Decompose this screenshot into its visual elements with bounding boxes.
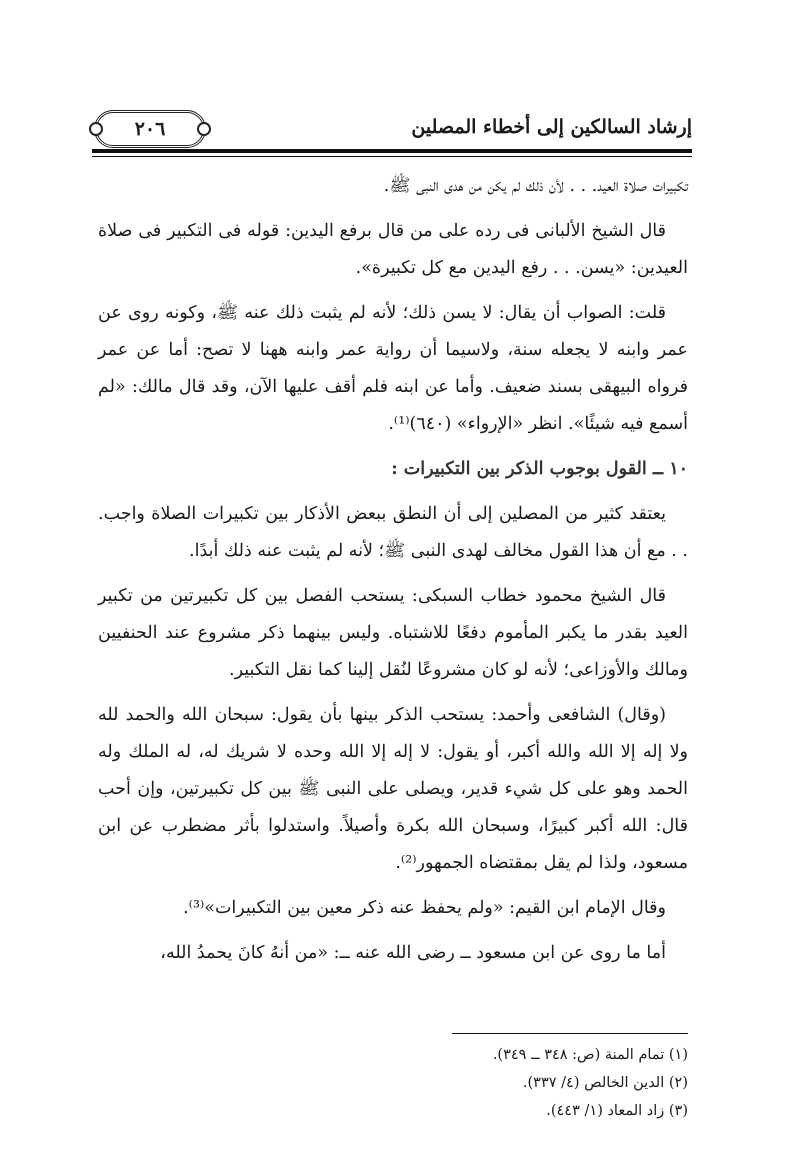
section-heading: ١٠ ــ القول بوجوب الذكر بين التكبيرات : [391, 459, 688, 479]
page-header [92, 104, 692, 150]
book-title: إرشاد السالكين إلى أخطاء المصلين [411, 116, 692, 138]
footnote: (٢) الدين الخالص (٤/ ٣٣٧). [522, 1075, 688, 1091]
paragraph: (وقال) الشافعى وأحمد: يستحب الذكر بينها بأن يقول: سبحان الله والحمد لله ولا إله إلا الله والله أكبر، أو يقول: لا إله إلا الله وحده لا شريك له، له الملك وله الحمد وهو على كل شيء قدير، ويصلى على النبى ﷺ بين كل تكبيرتين، وإن أحب قال: الله أكبر كبيرًا، وسبحان الله بكرة وأصيلاً. واستدلوا بأثر مضطرب عن ابن مسعود، ولذا لم يقل بمقتضاه الجمهور⁽²⁾. [98, 705, 688, 873]
paragraph: أما ما روى عن ابن مسعود ــ رضى الله عنه ــ: «من أنهُ كانَ يحمدُ الله، [160, 943, 666, 963]
paragraph: تكبيرات صلاة العيد. . . لأن ذلك لم يكن من هدى النبى ﷺ. [383, 176, 688, 196]
header-rule-thick [92, 149, 692, 153]
footnote: (٣) زاد المعاد (١/ ٤٤٣). [546, 1103, 688, 1119]
paragraph: قال الشيخ محمود خطاب السبكى: يستحب الفصل بين كل تكبيرتين من تكبير العيد بقدر ما يكبر المأموم دفعًا للاشتباه. وليس بينهما ذكر مشروع عند الحنفيين ومالك والأوزاعى؛ لأنه لو كان مشروعًا لنُقل إلينا كما نقل التكبير. [98, 586, 688, 680]
page-number: ٢٠٦ [134, 118, 166, 140]
footnote-rule [452, 1033, 688, 1034]
footnotes [300, 1041, 688, 1125]
page-number-badge [94, 110, 206, 148]
paragraph: يعتقد كثير من المصلين إلى أن النطق ببعض الأذكار بين تكبيرات الصلاة واجب. . . مع أن هذا القول مخالف لهدى النبى ﷺ؛ لأنه لم يثبت عنه ذلك أبدًا. [98, 504, 688, 561]
paragraph: وقال الإمام ابن القيم: «ولم يحفظ عنه ذكر معين بين التكبيرات»⁽³⁾. [183, 898, 666, 918]
paragraph: قلت: الصواب أن يقال: لا يسن ذلك؛ لأنه لم يثبت ذلك عنه ﷺ، وكونه روى عن عمر وابنه لا يجعله سنة، ولاسيما أن رواية عمر وابنه ههنا لا تصح: أما عن عمر فرواه البيهقى بسند ضعيف. وأما عن ابنه فلم أقف عليها الآن، وقد قال مالك: «لم أسمع فيه شيئًا». انظر «الإرواء» (٦٤٠)⁽¹⁾. [98, 303, 688, 434]
header-rule-thin [92, 156, 692, 157]
paragraph: قال الشيخ الألبانى فى رده على من قال برفع اليدين: قوله فى التكبير فى صلاة العيدين: «يسن. . . رفع اليدين مع كل تكبيرة». [98, 221, 688, 278]
body-text [98, 168, 688, 980]
footnote: (١) تمام المنة (ص: ٣٤٨ ــ ٣٤٩). [492, 1047, 688, 1063]
